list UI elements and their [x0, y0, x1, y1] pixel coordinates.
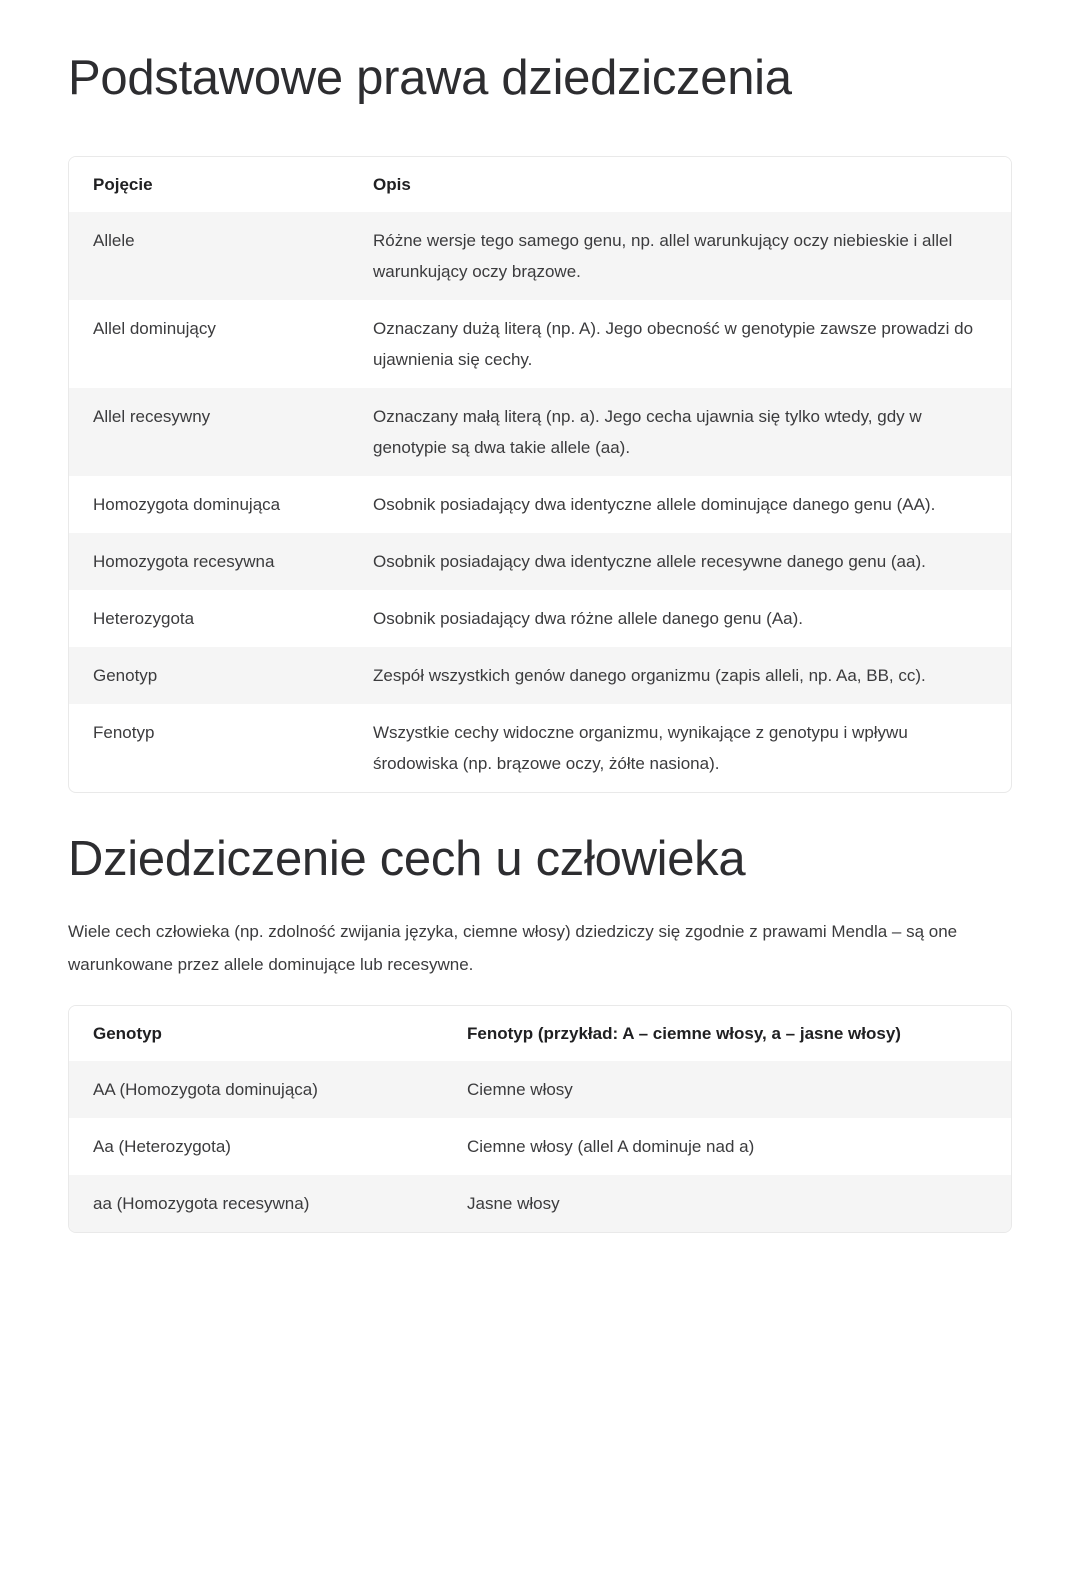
table-cell: Allel recesywny — [93, 407, 211, 426]
table-row — [69, 388, 1011, 476]
column-header: Pojęcie — [69, 157, 349, 212]
table-cell: Aa (Heterozygota) — [93, 1137, 231, 1156]
intro-paragraph: Wiele cech człowieka (np. zdolność zwijania języka, ciemne włosy) dziedziczy się zgodnie z prawami Mendla – są one warunkowane przez allele dominujące lub recesywne. — [68, 922, 958, 974]
table-row — [69, 590, 1011, 647]
table-cell: Zespół wszystkich genów danego organizmu (zapis alleli, np. Aa, BB, cc). — [373, 666, 926, 685]
table-row — [69, 1175, 1011, 1232]
table-row — [69, 647, 1011, 704]
table-row — [69, 533, 1011, 590]
column-header: Fenotyp (przykład: A – ciemne włosy, a – jasne włosy) — [443, 1006, 1011, 1061]
table-cell: Osobnik posiadający dwa różne allele danego genu (Aa). — [373, 609, 803, 628]
table-row — [69, 1061, 1011, 1118]
table-cell: Osobnik posiadający dwa identyczne allele recesywne danego genu (aa). — [373, 552, 926, 571]
table-row — [69, 704, 1011, 792]
table-cell: Oznaczany małą literą (np. a). Jego cecha ujawnia się tylko wtedy, gdy w genotypie są dwa takie allele (aa). — [373, 407, 922, 457]
terms-table-card — [68, 156, 1012, 793]
table-row — [69, 476, 1011, 533]
header-row — [69, 1006, 1011, 1061]
table-row — [69, 212, 1011, 300]
table-cell: Genotyp — [93, 666, 158, 685]
column-header: Opis — [349, 157, 1011, 212]
table-cell: Osobnik posiadający dwa identyczne allele dominujące danego genu (AA). — [373, 495, 936, 514]
column-header: Genotyp — [69, 1006, 443, 1061]
terms-table — [69, 157, 1011, 792]
table-cell: Ciemne włosy (allel A dominuje nad a) — [467, 1137, 755, 1156]
genotype-phenotype-table — [69, 1006, 1011, 1232]
genotype-table-card — [68, 1005, 1012, 1233]
table-cell: Heterozygota — [93, 609, 195, 628]
table-cell: Allele — [93, 231, 135, 250]
table-cell: Ciemne włosy — [467, 1080, 573, 1099]
section-title-human-traits: Dziedziczenie cech u człowieka — [68, 832, 746, 886]
table-cell: Fenotyp — [93, 723, 155, 742]
table-cell: aa (Homozygota recesywna) — [93, 1194, 310, 1213]
header-row — [69, 157, 1011, 212]
table-cell: Jasne włosy — [467, 1194, 560, 1213]
document-page — [0, 50, 1080, 1233]
table-cell: Homozygota recesywna — [93, 552, 275, 571]
table-row — [69, 1118, 1011, 1175]
table-row — [69, 300, 1011, 388]
table-cell: Allel dominujący — [93, 319, 216, 338]
table-cell: Oznaczany dużą literą (np. A). Jego obecność w genotypie zawsze prowadzi do ujawnienia się cechy. — [373, 319, 974, 369]
table-cell: Homozygota dominująca — [93, 495, 281, 514]
page-title: Podstawowe prawa dziedziczenia — [68, 51, 792, 105]
table-cell: AA (Homozygota dominująca) — [93, 1080, 318, 1099]
table-cell: Różne wersje tego samego genu, np. allel warunkujący oczy niebieskie i allel warunkujący oczy brązowe. — [373, 231, 953, 281]
table-cell: Wszystkie cechy widoczne organizmu, wynikające z genotypu i wpływu środowiska (np. brązowe oczy, żółte nasiona). — [373, 723, 908, 773]
